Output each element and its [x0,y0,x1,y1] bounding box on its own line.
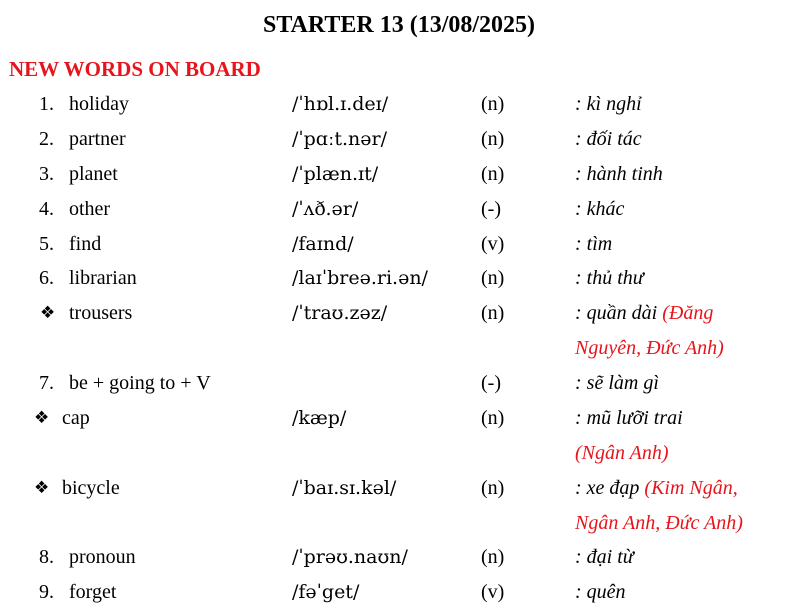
vocab-row-trousers [0,296,798,330]
vocab-row-librarian [0,261,798,295]
vietnamese-meaning: : đại từ [575,546,634,568]
contributor-names: (Kim Ngân, [644,477,738,499]
vocab-row-planet [0,157,798,191]
four-diamond-bullet-icon: ❖ [40,303,56,323]
english-word: holiday [69,93,129,115]
english-word: partner [69,128,126,150]
four-diamond-bullet-icon: ❖ [34,408,50,428]
part-of-speech: (n) [481,477,505,499]
row-number: 4. [39,198,54,220]
vietnamese-meaning: : quần dài [575,302,658,324]
vietnamese-meaning: : hành tinh [575,163,663,185]
part-of-speech: (n) [481,267,505,289]
contributor-names-continued: Nguyên, Đức Anh) [575,337,724,359]
contributor-names-continued: Ngân Anh, Đức Anh) [575,512,743,534]
english-word: pronoun [69,546,136,568]
ipa-pronunciation: /ˈbaɪ.sɪ.kəl/ [292,477,397,499]
ipa-pronunciation: /ˈpɑːt.nər/ [292,128,387,150]
vietnamese-meaning: : thủ thư [575,267,644,289]
row-number: 8. [39,546,54,568]
row-number: 1. [39,93,54,115]
row-number: 7. [39,372,54,394]
row-number: 5. [39,233,54,255]
vocab-row-other [0,192,798,226]
vocab-row-holiday [0,87,798,121]
ipa-pronunciation: /ˈhɒl.ɪ.deɪ/ [292,93,389,115]
part-of-speech: (v) [481,581,505,603]
english-word: librarian [69,267,137,289]
english-word: forget [69,581,117,603]
vietnamese-meaning: : khác [575,198,625,220]
vocab-row-forget [0,575,798,609]
section-heading: NEW WORDS ON BOARD [9,57,261,81]
part-of-speech: (n) [481,128,505,150]
english-word: cap [62,407,90,429]
ipa-pronunciation: /ˈprəʊ.naʊn/ [292,546,408,568]
vocab-row-be-going-to [0,366,798,400]
vocab-row-cap [0,401,798,435]
row-number: 6. [39,267,54,289]
row-number: 2. [39,128,54,150]
contributor-names-continued: (Ngân Anh) [575,442,669,464]
vietnamese-meaning: : đối tác [575,128,642,150]
english-word: other [69,198,111,220]
part-of-speech: (n) [481,407,505,429]
ipa-pronunciation: /fəˈget/ [292,581,360,603]
ipa-pronunciation: /laɪˈbreə.ri.ən/ [292,267,428,289]
ipa-pronunciation: /kæp/ [292,407,347,429]
english-word: planet [69,163,118,185]
vocab-row-partner [0,122,798,156]
vietnamese-meaning: : xe đạp [575,477,640,499]
ipa-pronunciation: /ˈplæn.ɪt/ [292,163,379,185]
part-of-speech: (n) [481,546,505,568]
part-of-speech: (n) [481,93,505,115]
vietnamese-meaning-with-contributors [575,471,738,505]
vocab-row-pronoun [0,540,798,574]
part-of-speech: (n) [481,163,505,185]
four-diamond-bullet-icon: ❖ [34,478,50,498]
part-of-speech: (-) [481,198,501,220]
english-word: trousers [69,302,133,324]
part-of-speech: (v) [481,233,505,255]
english-word: find [69,233,102,255]
vocab-row-find [0,227,798,261]
contributor-names: (Đăng [662,302,714,324]
page-title: STARTER 13 (13/08/2025) [262,12,536,38]
part-of-speech: (n) [481,302,505,324]
english-word: be + going to + V [69,372,211,394]
vietnamese-meaning: : sẽ làm gì [575,372,659,394]
ipa-pronunciation: /faɪnd/ [292,233,354,255]
vietnamese-meaning-with-contributors [575,296,713,330]
row-number: 9. [39,581,54,603]
part-of-speech: (-) [481,372,501,394]
ipa-pronunciation: /ˈtraʊ.zəz/ [292,302,388,324]
vietnamese-meaning: : tìm [575,233,613,255]
english-word: bicycle [62,477,120,499]
vietnamese-meaning: : quên [575,581,626,603]
vocab-row-bicycle [0,471,798,505]
vietnamese-meaning: : mũ lưỡi trai [575,407,683,429]
row-number: 3. [39,163,54,185]
vietnamese-meaning: : kì nghỉ [575,93,642,115]
ipa-pronunciation: /ˈʌð.ər/ [292,198,359,220]
